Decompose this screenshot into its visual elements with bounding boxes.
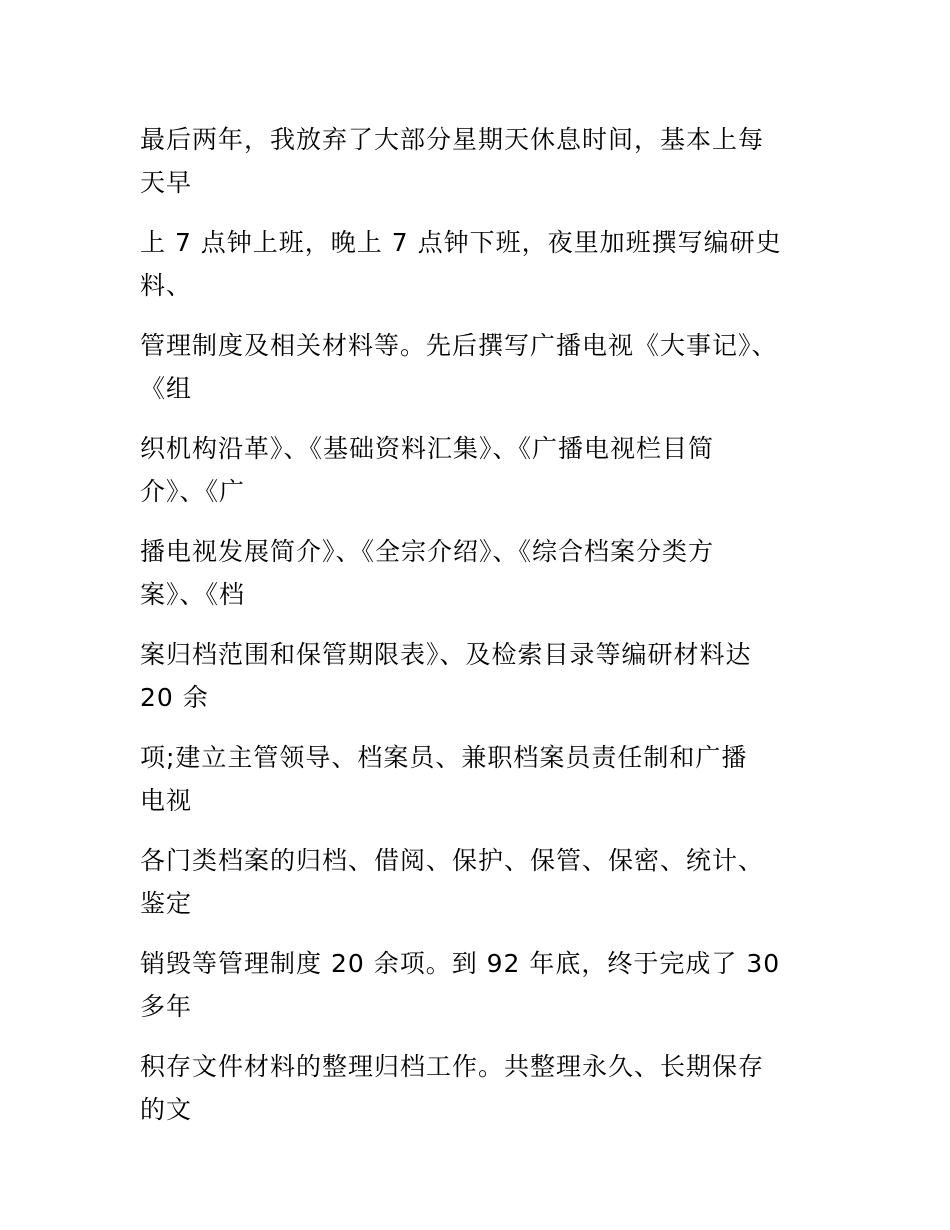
paragraph-line-group — [140, 736, 840, 822]
text-line: 最后两年，我放弃了大部分星期天休息时间，基本上每 — [140, 125, 765, 154]
paragraph-line-group — [140, 427, 840, 513]
text-line: 上 7 点钟上班，晚上 7 点钟下班，夜里加班撰写编研史 — [140, 228, 782, 257]
paragraph-line-group — [140, 1045, 840, 1131]
paragraph-line-group — [140, 530, 840, 616]
text-line: 管理制度及相关材料等。先后撰写广播电视《大事记》、 — [140, 331, 778, 360]
paragraph-line-group — [140, 118, 840, 204]
text-line: 介》、《广 — [140, 477, 246, 506]
text-line: 鉴定 — [140, 889, 193, 918]
paragraph-line-group — [140, 633, 840, 719]
text-line: 电视 — [140, 786, 193, 815]
text-line: 《组 — [140, 374, 193, 403]
text-line: 项;建立主管领导、档案员、兼职档案员责任制和广播 — [140, 743, 748, 772]
paragraph-line-group — [140, 942, 840, 1028]
text-line: 案》、《档 — [140, 580, 246, 609]
text-line: 多年 — [140, 992, 193, 1021]
text-line: 播电视发展简介》、《全宗介绍》、《综合档案分类方 — [140, 537, 715, 566]
text-line: 销毁等管理制度 20 余项。到 92 年底，终于完成了 30 — [140, 949, 781, 978]
text-line: 案归档范围和保管期限表》、及检索目录等编研材料达 — [140, 640, 752, 669]
text-line: 织机构沿革》、《基础资料汇集》、《广播电视栏目简 — [140, 434, 715, 463]
paragraph-line-group — [140, 221, 840, 307]
text-line: 料、 — [140, 271, 193, 300]
text-line: 的文 — [140, 1095, 193, 1124]
text-line: 各门类档案的归档、借阅、保护、保管、保密、统计、 — [140, 846, 765, 875]
text-line: 积存文件材料的整理归档工作。共整理永久、长期保存 — [140, 1052, 765, 1081]
paragraph-line-group — [140, 324, 840, 410]
text-line: 20 余 — [140, 683, 209, 712]
paragraph-line-group — [140, 839, 840, 925]
document-body — [140, 118, 840, 1131]
text-line: 天早 — [140, 168, 193, 197]
